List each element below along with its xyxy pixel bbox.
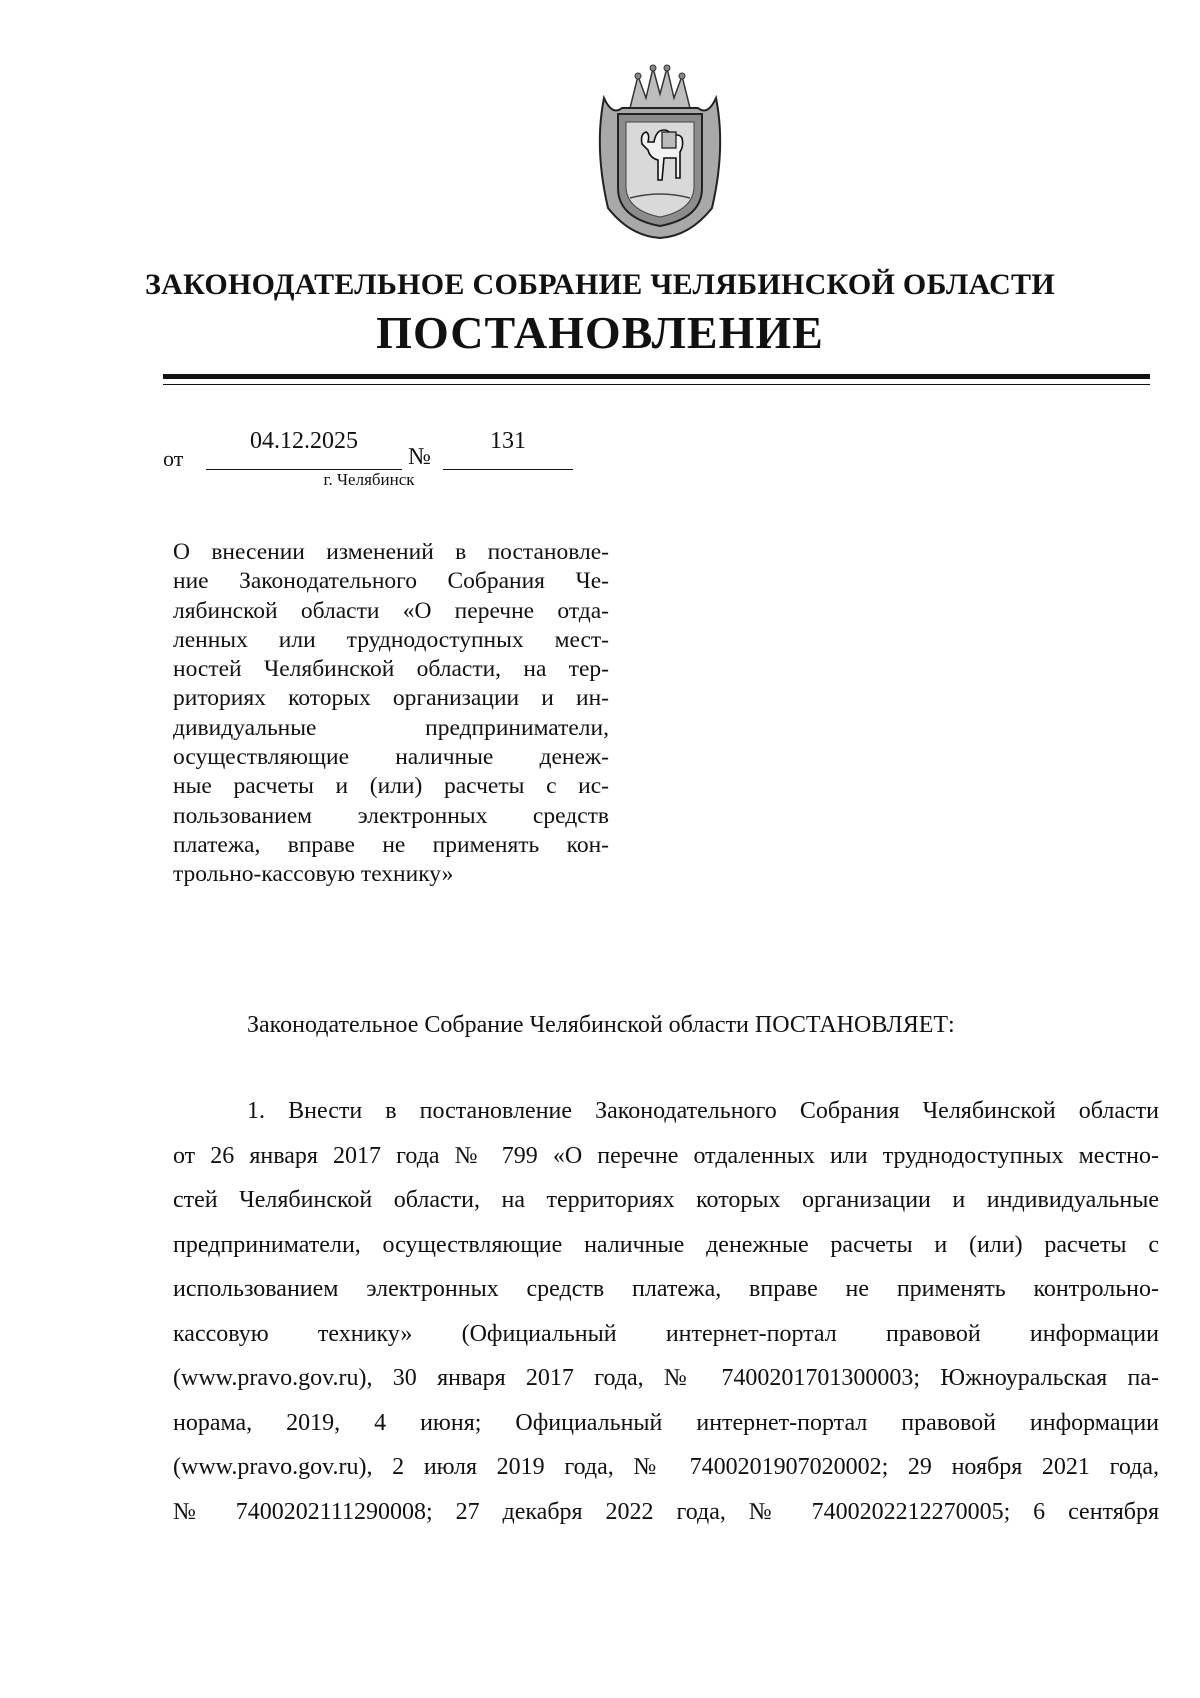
paragraph-line: от 26 января 2017 года № 799 «О перечне отдаленных или труднодоступных местно- xyxy=(173,1142,1159,1169)
subject-line: осуществляющие наличные денеж- xyxy=(173,744,609,771)
paragraph-line: стей Челябинской области, на территориях которых организации и индивидуальные xyxy=(173,1187,1159,1213)
header-rule-thick xyxy=(163,374,1150,379)
document-city: г. Челябинск xyxy=(323,470,415,489)
header-rule-thin xyxy=(163,384,1150,385)
subject-line: ленных или труднодоступных мест- xyxy=(173,626,609,653)
paragraph-line: норама, 2019, 4 июня; Официальный интернет-портал правовой информации xyxy=(173,1409,1159,1436)
document-date: 04.12.2025 xyxy=(250,428,358,454)
subject-line: платежа, вправе не применять кон- xyxy=(173,831,609,858)
number-label: № xyxy=(408,444,431,470)
organization-title: ЗАКОНОДАТЕЛЬНОЕ СОБРАНИЕ ЧЕЛЯБИНСКОЙ ОБЛАСТИ xyxy=(145,268,1055,301)
paragraph-line: 1. Внести в постановление Законодательного Собрания Челябинской области xyxy=(247,1098,1159,1124)
from-label: от xyxy=(163,446,184,471)
paragraph-1 xyxy=(173,1089,1159,1534)
subject-line: ние Законодательного Собрания Че- xyxy=(173,568,609,595)
paragraph-line: кассовую технику» (Официальный интернет-портал правовой информации xyxy=(173,1320,1159,1347)
document-number: 131 xyxy=(490,428,526,454)
coat-of-arms-icon xyxy=(590,58,730,242)
paragraph-line: предприниматели, осуществляющие наличные денежные расчеты и (или) расчеты с xyxy=(173,1231,1159,1258)
paragraph-line: (www.pravo.gov.ru), 30 января 2017 года, № 7400201701300003; Южноуральская па- xyxy=(173,1365,1159,1391)
subject-line: трольно-кассовую технику» xyxy=(173,861,454,888)
subject-line: риториях которых организации и ин- xyxy=(173,685,609,712)
number-underline xyxy=(443,469,573,470)
paragraph-line: использованием электронных средств платежа, вправе не применять контрольно- xyxy=(173,1276,1159,1302)
document-subject xyxy=(173,538,609,890)
paragraph-line: (www.pravo.gov.ru), 2 июля 2019 года, № 7400201907020002; 29 ноября 2021 года, xyxy=(173,1454,1159,1480)
subject-line: О внесении изменений в постановле- xyxy=(173,539,609,565)
subject-line: пользованием электронных средств xyxy=(173,802,609,829)
subject-line: лябинской области «О перечне отда- xyxy=(173,597,609,624)
document-type-title: ПОСТАНОВЛЕНИЕ xyxy=(376,307,824,358)
subject-line: ностей Челябинской области, на тер- xyxy=(173,656,609,683)
paragraph-line: № 7400202111290008; 27 декабря 2022 года, № 7400202212270005; 6 сентября xyxy=(173,1498,1159,1525)
subject-line: ные расчеты и (или) расчеты с ис- xyxy=(173,773,609,800)
preamble: Законодательное Собрание Челябинской области ПОСТАНОВЛЯЕТ: xyxy=(247,1012,955,1038)
subject-line: дивидуальные предприниматели, xyxy=(173,714,609,741)
